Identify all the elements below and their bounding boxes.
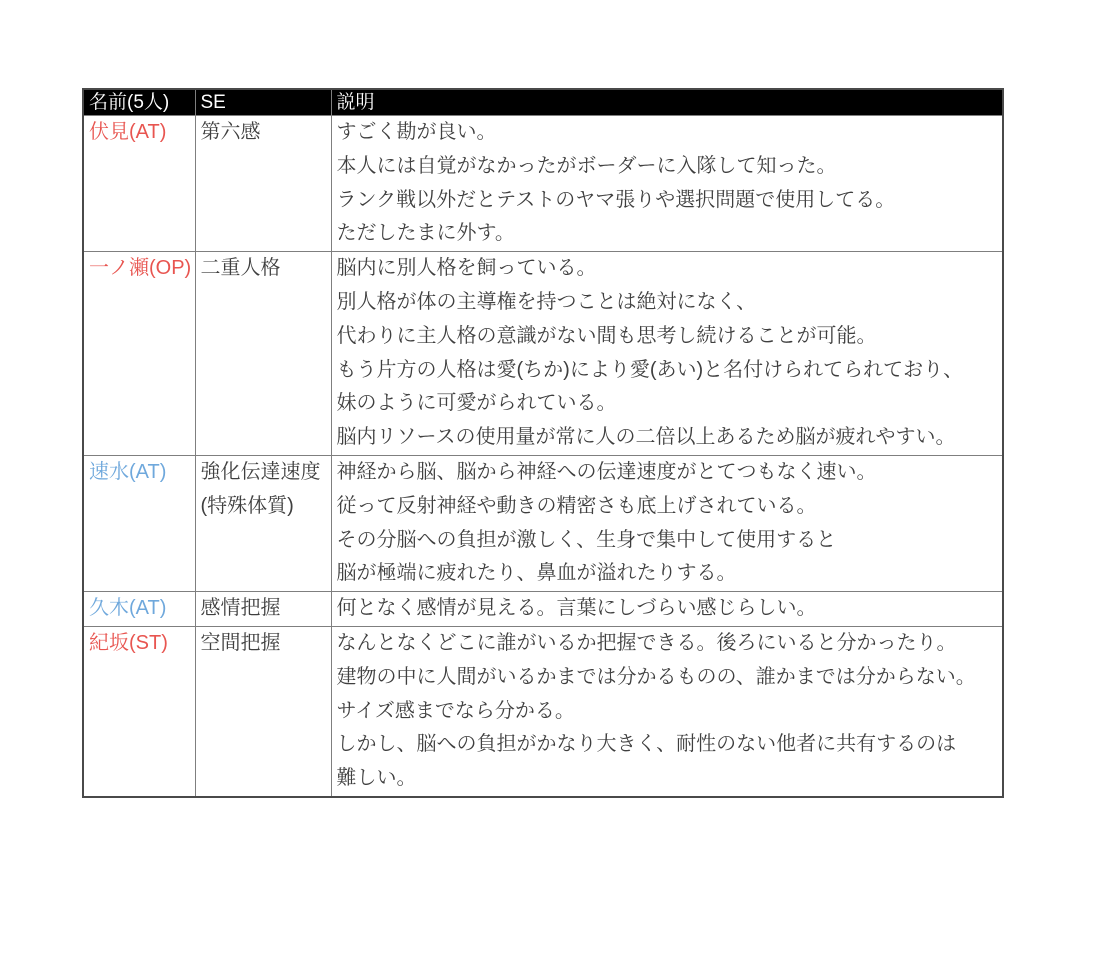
- se-cell: [195, 592, 331, 627]
- desc-line: 難しい。: [336, 767, 417, 790]
- desc-line: もう片方の人格は愛(ちか)により愛(あい)と名付けられてられており、: [336, 358, 964, 381]
- desc-line: 妹のように可愛がられている。: [336, 392, 617, 415]
- desc-line: 別人格が体の主導権を持つことは絶対になく、: [336, 290, 757, 313]
- desc-cell: [331, 252, 1003, 456]
- name-cell: 一ノ瀬(OP): [83, 252, 195, 456]
- se-cell: [195, 252, 331, 456]
- header-row: [83, 89, 1003, 116]
- table-row: [83, 252, 1003, 456]
- desc-line: 建物の中に人間がいるかまでは分かるものの、誰かまでは分からない。: [336, 665, 976, 688]
- desc-line: その分脳への負担が激しく、生身で集中して使用すると: [336, 528, 837, 551]
- name-cell: 伏見(AT): [83, 116, 195, 252]
- table-row: [83, 592, 1003, 627]
- table-header: [83, 89, 1003, 116]
- desc-line: 脳内に別人格を飼っている。: [336, 257, 597, 280]
- se-line: 感情把握: [200, 597, 281, 620]
- se-line: (特殊体質): [200, 494, 294, 517]
- header-name: 名前(5人): [83, 89, 195, 116]
- desc-line: 何となく感情が見える。言葉にしづらい感じらしい。: [336, 597, 817, 620]
- desc-line: 脳内リソースの使用量が常に人の二倍以上あるため脳が疲れやすい。: [336, 426, 956, 449]
- desc-line: 神経から脳、脳から神経への伝達速度がとてつもなく速い。: [336, 460, 877, 483]
- se-cell: [195, 455, 331, 591]
- desc-line: ランク戦以外だとテストのヤマ張りや選択問題で使用してる。: [336, 188, 896, 211]
- table-row: [83, 455, 1003, 591]
- table-body: [83, 116, 1003, 797]
- desc-line: ただしたまに外す。: [336, 222, 515, 245]
- name-cell: 紀坂(ST): [83, 626, 195, 796]
- desc-line: しかし、脳への負担がかなり大きく、耐性のない他者に共有するのは: [336, 733, 957, 756]
- desc-line: なんとなくどこに誰がいるか把握できる。後ろにいると分かったり。: [336, 631, 957, 654]
- se-table: [82, 88, 1004, 798]
- se-line: 二重人格: [200, 257, 281, 280]
- desc-line: 脳が極端に疲れたり、鼻血が溢れたりする。: [336, 562, 737, 585]
- desc-cell: [331, 626, 1003, 796]
- se-line: 空間把握: [200, 631, 281, 654]
- name-cell: 速水(AT): [83, 455, 195, 591]
- desc-cell: [331, 592, 1003, 627]
- desc-line: すごく勘が良い。: [336, 121, 497, 143]
- desc-line: 代わりに主人格の意識がない間も思考し続けることが可能。: [336, 324, 877, 347]
- desc-cell: [331, 116, 1003, 252]
- table-row: [83, 116, 1003, 252]
- se-line: 強化伝達速度: [200, 460, 321, 483]
- se-cell: [195, 116, 331, 252]
- desc-line: 従って反射神経や動きの精密さも底上げされている。: [336, 494, 817, 517]
- desc-line: サイズ感までなら分かる。: [336, 699, 575, 722]
- table-row: [83, 626, 1003, 796]
- header-se: SE: [195, 89, 331, 116]
- desc-cell: [331, 455, 1003, 591]
- header-desc: 説明: [331, 89, 1003, 116]
- se-cell: [195, 626, 331, 796]
- name-cell: 久木(AT): [83, 592, 195, 627]
- se-line: 第六感: [200, 121, 261, 143]
- desc-line: 本人には自覚がなかったがボーダーに入隊して知った。: [336, 154, 837, 177]
